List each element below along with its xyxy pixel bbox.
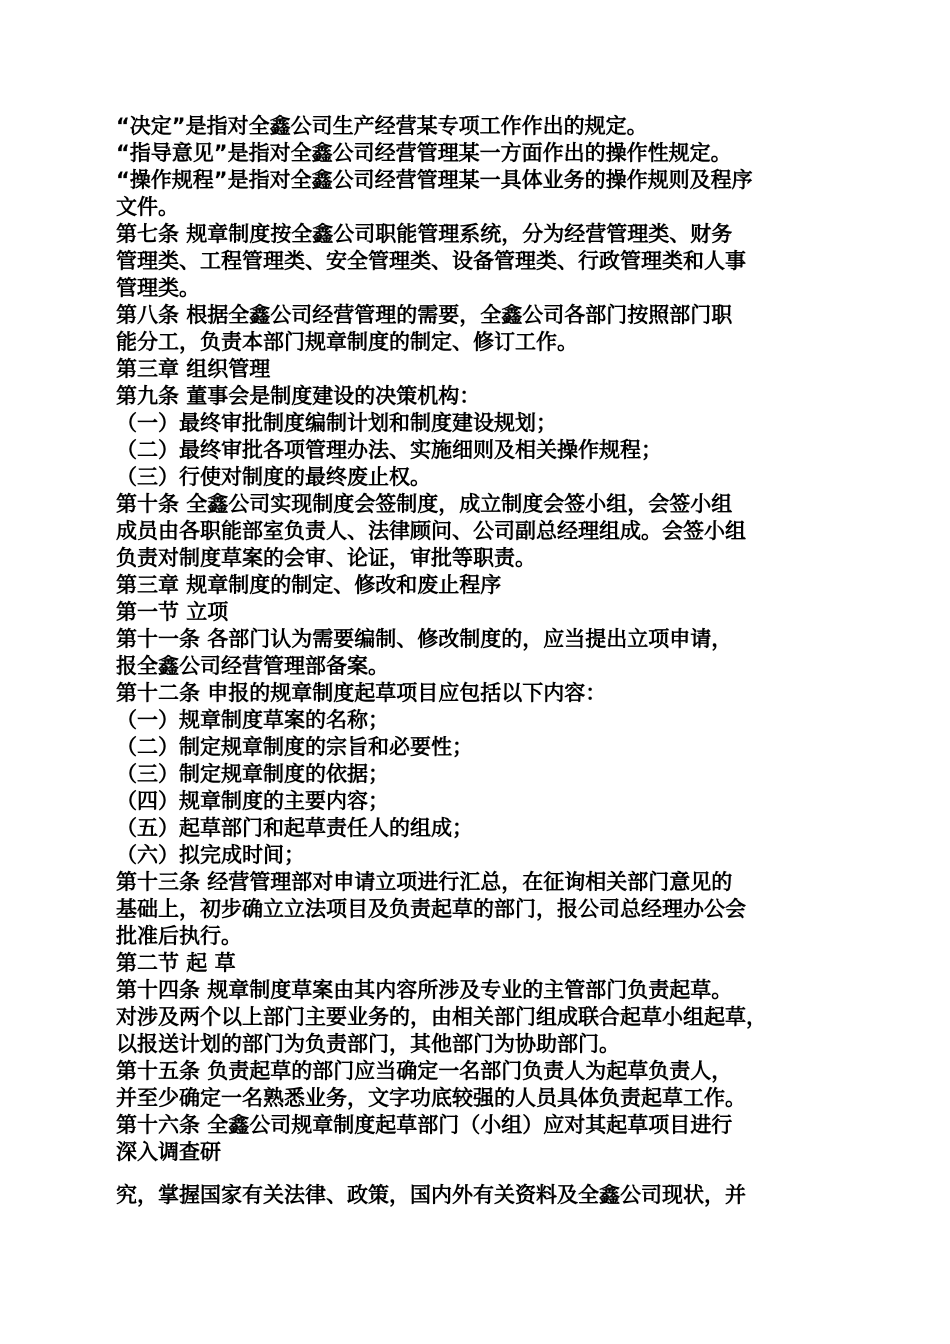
- text-line: 第十二条 申报的规章制度起草项目应包括以下内容：: [116, 681, 607, 705]
- text-line: 报全鑫公司经营管理部备案。: [116, 654, 389, 678]
- text-line: 第十条 全鑫公司实现制度会签制度，成立制度会签小组，会签小组: [116, 492, 733, 516]
- text-line: 究，掌握国家有关法律、政策，国内外有关资料及全鑫公司现状，并: [116, 1183, 746, 1207]
- text-line: 管理类、工程管理类、安全管理类、设备管理类、行政管理类和人事: [116, 249, 746, 273]
- text-line: “操作规程”是指对全鑫公司经营管理某一具体业务的操作规则及程序: [116, 168, 753, 192]
- section-heading: 第二节 起 草: [116, 951, 236, 975]
- chapter-heading: 第三章 组织管理: [116, 357, 271, 381]
- text-line: 第十一条 各部门认为需要编制、修改制度的，应当提出立项申请，: [116, 627, 733, 651]
- text-line: 批准后执行。: [116, 924, 242, 948]
- text-line: 第十五条 负责起草的部门应当确定一名部门负责人为起草负责人，: [116, 1059, 733, 1083]
- document-body: [116, 113, 846, 1209]
- list-item: （一）最终审批制度编制计划和制度建设规划；: [116, 411, 557, 435]
- text-line: 第十四条 规章制度草案由其内容所涉及专业的主管部门负责起草。: [116, 978, 733, 1002]
- list-item: （五）起草部门和起草责任人的组成；: [116, 816, 473, 840]
- text-line: 深入调查研: [116, 1140, 221, 1164]
- text-line: 并至少确定一名熟悉业务，文字功底较强的人员具体负责起草工作。: [116, 1086, 746, 1110]
- text-line: “指导意见”是指对全鑫公司经营管理某一方面作出的操作性规定。: [116, 141, 732, 165]
- text-line: 基础上，初步确立立法项目及负责起草的部门，报公司总经理办公会: [116, 897, 746, 921]
- text-line: 第八条 根据全鑫公司经营管理的需要，全鑫公司各部门按照部门职: [116, 303, 733, 327]
- text-line: 文件。: [116, 195, 179, 219]
- list-item: （三）行使对制度的最终废止权。: [116, 465, 431, 489]
- text-line: 第十六条 全鑫公司规章制度起草部门（小组）应对其起草项目进行: [116, 1113, 733, 1137]
- text-line: 对涉及两个以上部门主要业务的，由相关部门组成联合起草小组起草，: [116, 1005, 767, 1029]
- paragraph-gap: [116, 1166, 846, 1182]
- list-item: （三）制定规章制度的依据；: [116, 762, 389, 786]
- text-line: 管理类。: [116, 276, 200, 300]
- list-item: （二）最终审批各项管理办法、实施细则及相关操作规程；: [116, 438, 662, 462]
- text-line: “决定”是指对全鑫公司生产经营某专项工作作出的规定。: [116, 114, 648, 138]
- list-item: （四）规章制度的主要内容；: [116, 789, 389, 813]
- list-item: （一）规章制度草案的名称；: [116, 708, 389, 732]
- text-line: 负责对制度草案的会审、论证，审批等职责。: [116, 546, 536, 570]
- text-line: 第十三条 经营管理部对申请立项进行汇总，在征询相关部门意见的: [116, 870, 733, 894]
- list-item: （六）拟完成时间；: [116, 843, 305, 867]
- text-line: 能分工，负责本部门规章制度的制定、修订工作。: [116, 330, 578, 354]
- section-heading: 第一节 立项: [116, 600, 229, 624]
- text-line: 成员由各职能部室负责人、法律顾问、公司副总经理组成。会签小组: [116, 519, 746, 543]
- text-line: 以报送计划的部门为负责部门，其他部门为协助部门。: [116, 1032, 620, 1056]
- list-item: （二）制定规章制度的宗旨和必要性；: [116, 735, 473, 759]
- text-line: 第七条 规章制度按全鑫公司职能管理系统，分为经营管理类、财务: [116, 222, 733, 246]
- text-line: 第九条 董事会是制度建设的决策机构：: [116, 384, 481, 408]
- chapter-heading: 第三章 规章制度的制定、修改和废止程序: [116, 573, 502, 597]
